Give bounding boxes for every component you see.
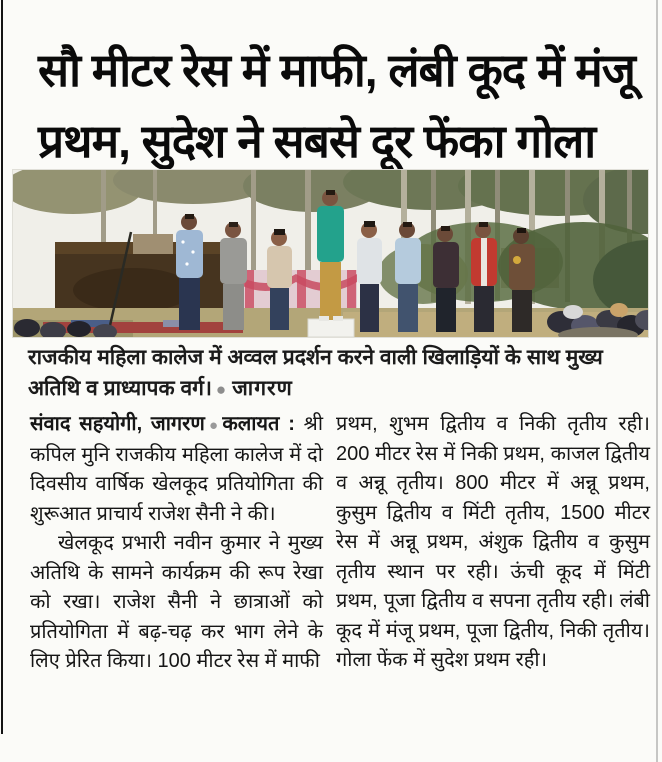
right-column-rule (656, 0, 658, 762)
caption-bullet-icon: ● (215, 380, 227, 399)
podium (308, 319, 354, 337)
person-gray-suit (220, 222, 247, 330)
news-photo (13, 170, 648, 337)
caption-credit: जागरण (232, 377, 293, 400)
article-paragraph-1 (30, 410, 323, 529)
article-column-1 (30, 410, 323, 677)
photo-caption (28, 342, 634, 405)
person-teal-shirt-winner (317, 190, 344, 321)
caption-text: राजकीय महिला कालेज में अव्वल प्रदर्शन करने वाली खिलाड़ियों के साथ मुख्य अतिथि व प्राध्यापक वर्ग। (28, 346, 603, 400)
article-paragraph-1-text: श्री कपिल मुनि राजकीय महिला कालेज में दो दिवसीय वार्षिक खेलकूद प्रतियोगिता की शुरूआत प्राचार्य राजेश सैनी ने की। (30, 413, 323, 525)
headline-line-1: सौ मीटर रेस में माफी, लंबी कूद में मंजू (38, 43, 635, 96)
person-light-blue-shirt (395, 222, 421, 332)
article-column-2 (336, 410, 650, 676)
article-paragraph-2: खेलकूद प्रभारी नवीन कुमार ने मुख्य अतिथि के सामने कार्यक्रम की रूप रेखा को रखा। राजेश सैनी ने छात्राओं को प्रतियोगिता में बढ़-चढ़ कर भाग लेने के लिए प्रेरित किया। 100 मीटर रेस में माफी (30, 532, 323, 672)
article-paragraph-3: प्रथम, शुभम द्वितीय व निकी तृतीय रही। 200 मीटर रेस में निकी प्रथम, काजल द्वितीय व अन्नू तृतीय। 800 मीटर में अन्नू प्रथम, कुसुम द्वितीय व मिंटी तृतीय, 1500 मीटर रेस में अन्नू प्रथम, अंशुक द्वितीय व कुसुम तृतीय स्थान पर रही। ऊंची कूद में मिंटी प्रथम, पूजा द्वितीय व सपना तृतीय रही। लंबी कूद में मंजू प्रथम, पूजा द्वितीय, निकी तृतीय। गोला फेंक में सुदेश प्रथम रही। (336, 413, 650, 671)
news-photo-illustration (13, 170, 648, 337)
byline: संवाद सहयोगी, जागरण●कलायत : (30, 413, 295, 435)
left-column-rule (1, 0, 3, 734)
byline-bullet-icon: ● (205, 417, 222, 434)
headline-line-2: प्रथम, सुदेश ने सबसे दूर फेंका गोला (38, 114, 596, 167)
person-blue-print-shirt (176, 214, 203, 330)
person-red-jacket (471, 222, 497, 332)
headline (38, 35, 650, 177)
